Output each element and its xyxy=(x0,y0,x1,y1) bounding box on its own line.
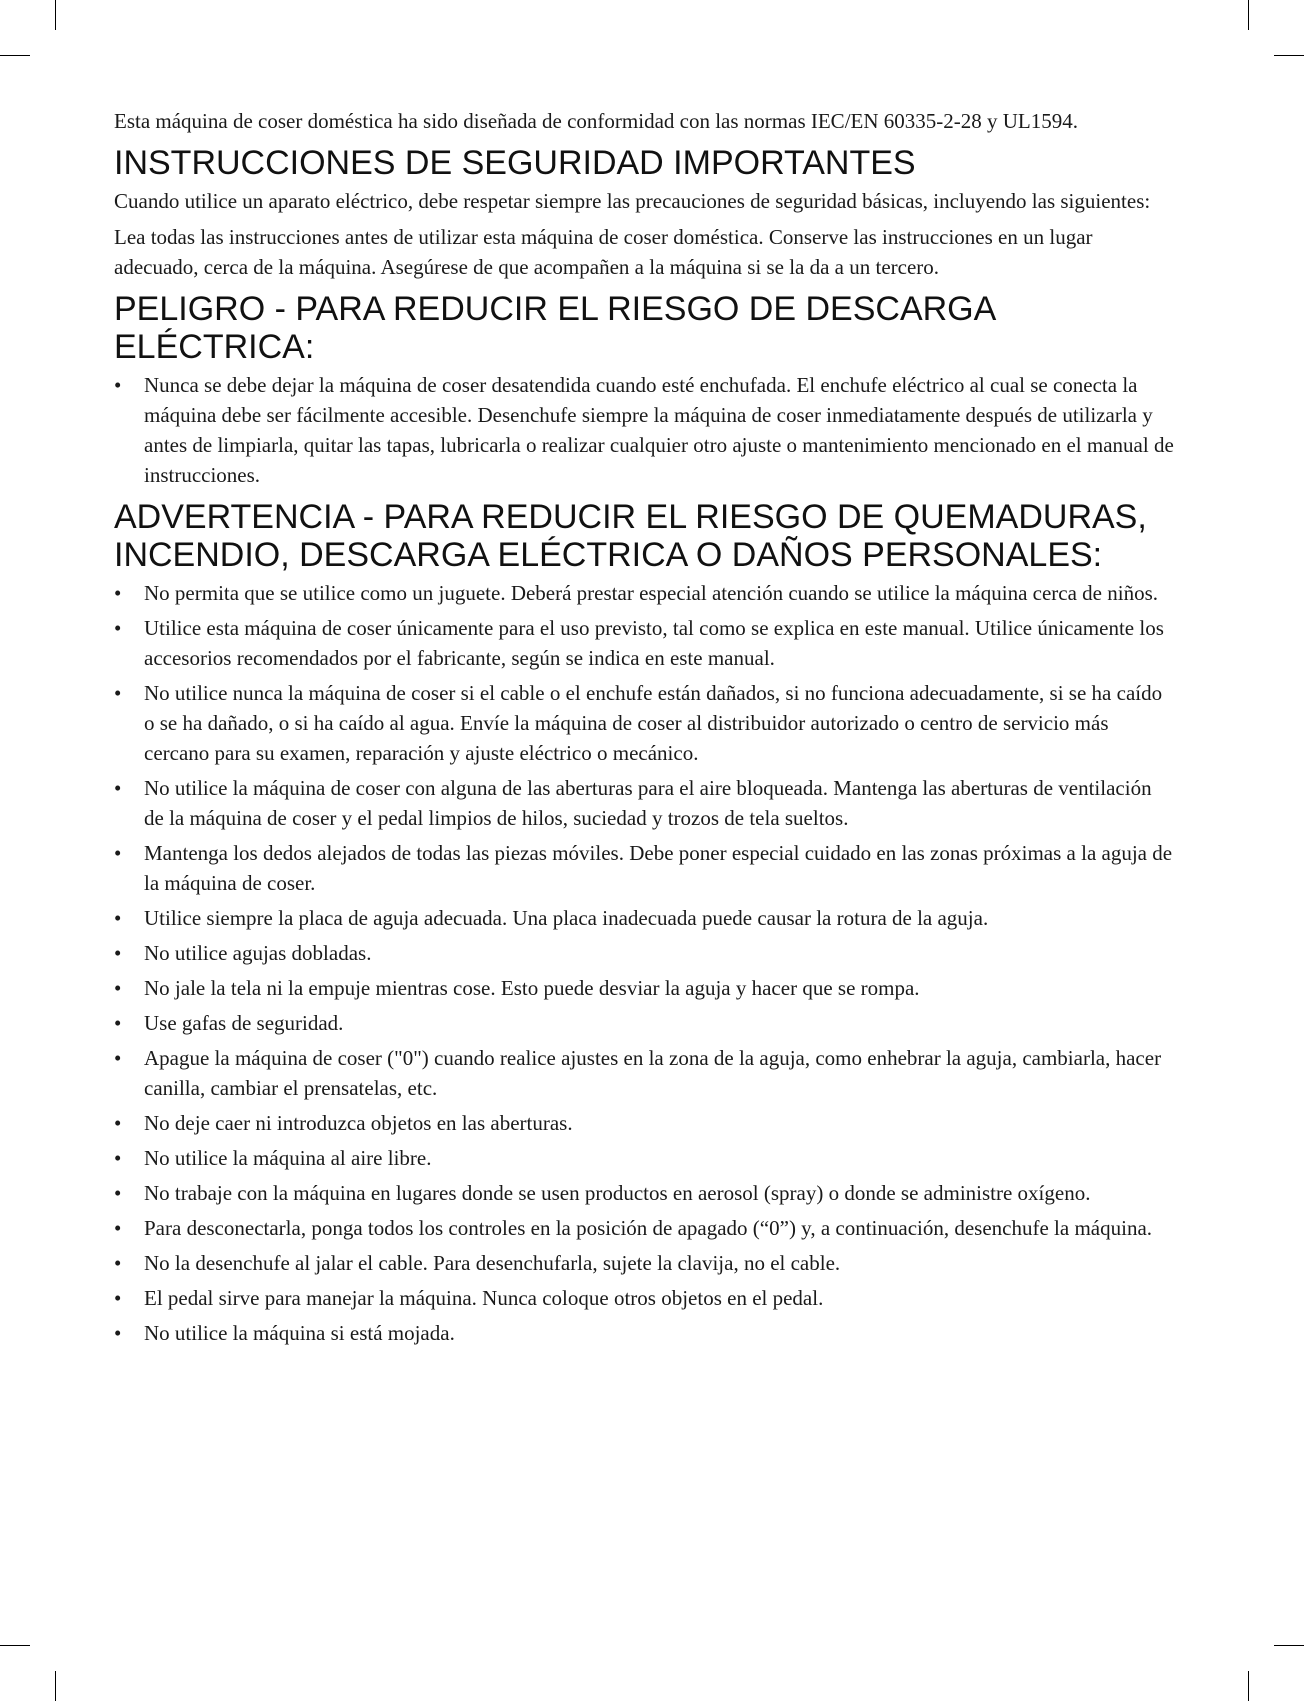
list-item-text: Para desconectarla, ponga todos los controles en la posición de apagado (“0”) y, a continuación, desenchufe la máquina. xyxy=(144,1216,1153,1240)
list-item xyxy=(114,1143,1174,1173)
list-item-text: Utilice esta máquina de coser únicamente para el uso previsto, tal como se explica en este manual. Utilice únicamente los accesorios recomendados por el fabricante, según se indica en este manual. xyxy=(144,616,1164,670)
bullet-icon: • xyxy=(114,581,122,605)
list-item xyxy=(114,678,1174,768)
list-item-text: No deje caer ni introduzca objetos en las aberturas. xyxy=(144,1111,573,1135)
safety-instructions-heading: INSTRUCCIONES DE SEGURIDAD IMPORTANTES xyxy=(114,144,916,182)
list-item xyxy=(114,773,1174,833)
crop-mark-top-left-horizontal xyxy=(0,55,30,56)
list-item-text: El pedal sirve para manejar la máquina. Nunca coloque otros objetos en el pedal. xyxy=(144,1286,824,1310)
list-item xyxy=(114,938,1174,968)
bullet-icon: • xyxy=(114,841,122,865)
list-item xyxy=(114,370,1174,490)
list-item-text: Mantenga los dedos alejados de todas las piezas móviles. Debe poner especial cuidado en las zonas próximas a la aguja de la máquina de coser. xyxy=(144,841,1173,895)
list-item-text: No jale la tela ni la empuje mientras cose. Esto puede desviar la aguja y hacer que se rompa. xyxy=(144,976,920,1000)
bullet-icon: • xyxy=(114,1251,122,1275)
list-item xyxy=(114,613,1174,673)
list-item-text: Nunca se debe dejar la máquina de coser desatendida cuando esté enchufada. El enchufe eléctrico al cual se conecta la máquina debe ser fácilmente accesible. Desenchufe siempre la máquina de coser inmediatamente después de utilizarla y antes de limpiarla, quitar las tapas, lubricarla o realizar cualquier otro ajuste o mantenimiento mencionado en el manual de instrucciones. xyxy=(144,373,1174,487)
list-item xyxy=(114,903,1174,933)
list-item-text: Use gafas de seguridad. xyxy=(144,1011,344,1035)
crop-mark-top-right-horizontal xyxy=(1274,55,1304,56)
list-item xyxy=(114,1008,1174,1038)
bullet-icon: • xyxy=(114,1046,122,1070)
list-item-text: No utilice la máquina al aire libre. xyxy=(144,1146,432,1170)
list-item xyxy=(114,838,1174,898)
precautions-paragraph: Cuando utilice un aparato eléctrico, debe respetar siempre las precauciones de seguridad básicas, incluyendo las siguientes: xyxy=(114,189,1151,213)
list-item-text: No utilice nunca la máquina de coser si el cable o el enchufe están dañados, si no funciona adecuadamente, si se ha caído o se ha dañado, o si ha caído al agua. Envíe la máquina de coser al distribuidor autorizado o centro de servicio más cercano para su examen, reparación y ajuste eléctrico o mecánico. xyxy=(144,681,1163,765)
bullet-icon: • xyxy=(114,1146,122,1170)
crop-mark-bottom-right-horizontal xyxy=(1274,1645,1304,1646)
bullet-icon: • xyxy=(114,1321,122,1345)
crop-mark-bottom-left-horizontal xyxy=(0,1645,30,1646)
bullet-icon: • xyxy=(114,616,122,640)
list-item-text: No permita que se utilice como un juguete. Deberá prestar especial atención cuando se utilice la máquina cerca de niños. xyxy=(144,581,1159,605)
bullet-icon: • xyxy=(114,906,122,930)
list-item-text: No la desenchufe al jalar el cable. Para desenchufarla, sujete la clavija, no el cable. xyxy=(144,1251,841,1275)
crop-mark-top-left-vertical xyxy=(55,0,56,30)
document-page xyxy=(114,106,1174,1354)
list-item xyxy=(114,1178,1174,1208)
list-item xyxy=(114,1108,1174,1138)
crop-mark-top-right-vertical xyxy=(1248,0,1249,30)
bullet-icon: • xyxy=(114,1181,122,1205)
bullet-icon: • xyxy=(114,776,122,800)
warning-list xyxy=(114,578,1174,1348)
list-item xyxy=(114,1248,1174,1278)
list-item-text: Utilice siempre la placa de aguja adecuada. Una placa inadecuada puede causar la rotura de la aguja. xyxy=(144,906,989,930)
list-item xyxy=(114,1043,1174,1103)
bullet-icon: • xyxy=(114,681,122,705)
danger-heading: PELIGRO - PARA REDUCIR EL RIESGO DE DESCARGA ELÉCTRICA: xyxy=(114,290,995,366)
read-instructions-paragraph: Lea todas las instrucciones antes de utilizar esta máquina de coser doméstica. Conserve las instrucciones en un lugar adecuado, cerca de la máquina. Asegúrese de que acompañen a la máquina si se la da a un tercero. xyxy=(114,225,1093,279)
list-item-text: No utilice la máquina de coser con alguna de las aberturas para el aire bloqueada. Mantenga las aberturas de ventilación de la máquina de coser y el pedal limpios de hilos, suciedad y trozos de tela sueltos. xyxy=(144,776,1152,830)
crop-mark-bottom-right-vertical xyxy=(1248,1671,1249,1701)
list-item-text: No trabaje con la máquina en lugares donde se usen productos en aerosol (spray) o donde se administre oxígeno. xyxy=(144,1181,1091,1205)
danger-list xyxy=(114,370,1174,490)
bullet-icon: • xyxy=(114,1111,122,1135)
warning-heading: ADVERTENCIA - PARA REDUCIR EL RIESGO DE QUEMADURAS, INCENDIO, DESCARGA ELÉCTRICA O DAÑOS PERSONALES: xyxy=(114,498,1147,574)
list-item-text: Apague la máquina de coser ("0") cuando realice ajustes en la zona de la aguja, como enhebrar la aguja, cambiarla, hacer canilla, cambiar el prensatelas, etc. xyxy=(144,1046,1162,1100)
crop-mark-bottom-left-vertical xyxy=(55,1671,56,1701)
bullet-icon: • xyxy=(114,1216,122,1240)
list-item-text: No utilice agujas dobladas. xyxy=(144,941,372,965)
bullet-icon: • xyxy=(114,1011,122,1035)
intro-paragraph: Esta máquina de coser doméstica ha sido diseñada de conformidad con las normas IEC/EN 60335-2-28 y UL1594. xyxy=(114,109,1079,133)
list-item xyxy=(114,1318,1174,1348)
list-item xyxy=(114,973,1174,1003)
list-item xyxy=(114,1283,1174,1313)
bullet-icon: • xyxy=(114,976,122,1000)
bullet-icon: • xyxy=(114,941,122,965)
list-item-text: No utilice la máquina si está mojada. xyxy=(144,1321,455,1345)
list-item xyxy=(114,1213,1174,1243)
bullet-icon: • xyxy=(114,1286,122,1310)
bullet-icon: • xyxy=(114,373,122,397)
list-item xyxy=(114,578,1174,608)
